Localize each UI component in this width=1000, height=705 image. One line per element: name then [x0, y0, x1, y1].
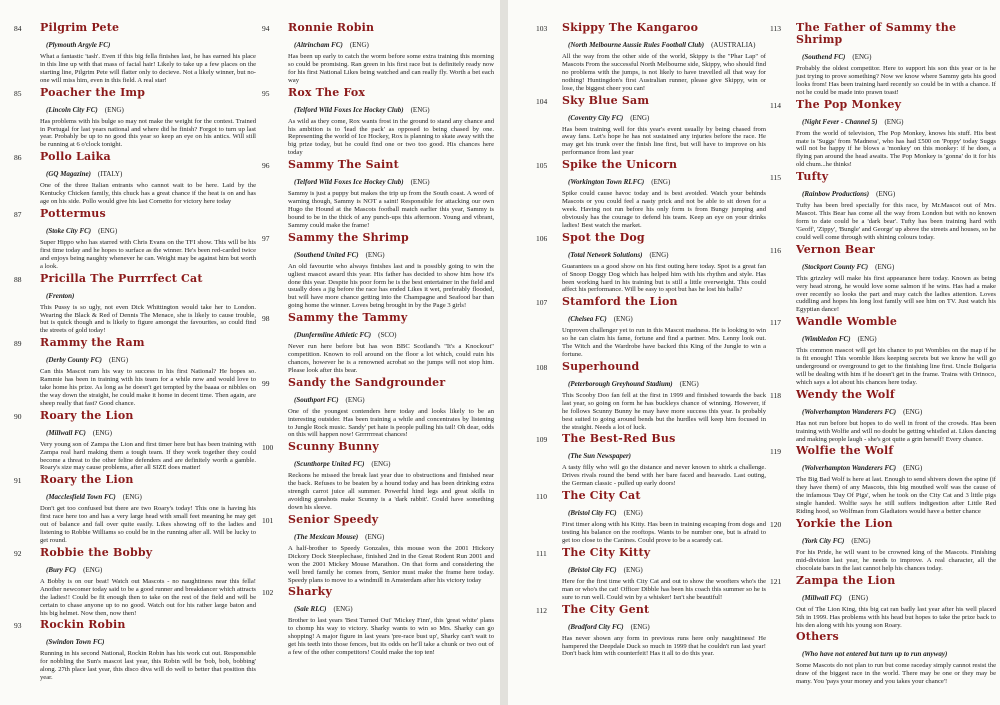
entry-number: 88 [14, 274, 22, 284]
mascot-description: Don't get too confused but there are two Roary's today! This one is having his first race here too and has a very large head with small feet meaning he may get out of balance and fall over quite easily. Likes showing off to the ladies and listening to Robbie Williams so could be in the running after all. Will be lucky to get round. [40, 505, 256, 544]
mascot-description: A Bobby is on our beat! Watch out Mascots - no naughtiness near this fella! Another newcomer today said to be a good runner and breakdancer which attracts the ladies!! Could be fit enough then to take on the rest of the field and will be certain to chase anyone up to no good. Watch out for his rather large baton and his big helmet. Now then, now then! [40, 577, 256, 617]
mascot-description: All the way from the other side of the world, Skippy is the "Phar Lap" of Mascots From the successful North Melbourne side, Skippy, who should find no problems with the jumps, is not likely to have travelled all that way for nothing! Huntingdon's first Australian runner, please give Skippy, win or lose, the biggest cheer you can! [562, 53, 766, 92]
mascot-country: (ENG) [410, 178, 430, 187]
mascot-entry [770, 518, 996, 573]
entry-number: 108 [536, 362, 548, 372]
mascot-description: An old favourite who always finishes last and is possibly going to win the ugliest mascot award this year. His father has decided to show him how it's done this year. Despite his poor form he is the best entertainer in the field and usually does a jig before the race has ended Likes it wet, preferably flooded, but will have more chance getting into the Champagne and Seafood bar than going home the winner. Loves being brought in by the Page 3 girls! [288, 262, 494, 310]
mascot-club: (Chelsea FC) [568, 315, 607, 324]
mascot-name: Skippy The Kangaroo [562, 21, 699, 34]
mascot-description: This Scooby Doo fan fell at the first in 1999 and finished towards the back last year, so going on form he has buckleys chance of winning. However, if he follows Scunny Bunny he may have more success this year. Is probably best suited to going around bends but the hurdles will keep him focused in the straight. Needs a lot of luck. [562, 391, 766, 431]
mascot-entry [536, 361, 766, 432]
mascot-country: (ENG) [371, 460, 391, 469]
mascot-description: Has problems with his bulge so may not make the weight for the contest. Trained in Portugal for last years national and where did he finish? Forgot to turn up last year. Probably be up to no good this year so keep an eye on his antics. Will still be running at 6 o'clock tonight. [40, 117, 256, 149]
mascot-name: Wendy the Wolf [796, 387, 895, 401]
entry-number: 101 [262, 515, 274, 525]
mascot-name: The City Kitty [562, 545, 651, 559]
mascot-description: Never run here before but has won BBC Scotland's "It's a Knockout" competition. Known to roll around on the floor a lot which, could ruin his chances, however he is a renowned acrobat so the jumps will not stop him. Please look after this bear. [288, 343, 494, 374]
mascot-name: Roary the Lion [40, 473, 134, 487]
mascot-entry [536, 232, 766, 295]
mascot-club: (Bristol City FC) [568, 509, 617, 518]
mascot-club: (Lincoln City FC) [46, 105, 98, 114]
entry-number: 113 [770, 24, 781, 33]
mascot-name: The City Gent [562, 602, 650, 616]
mascot-club: (Telford Wild Foxes Ice Hockey Club) [294, 178, 404, 187]
mascot-description: Has been up early to catch the worm before some extra training this morning so could be promising. Ran green in his first race but is definitely ready now for his first National Likes being watched and can really fly. Worth a bet each way [288, 53, 494, 84]
entry-number: 91 [14, 476, 22, 486]
mascot-name: Sky Blue Sam [562, 93, 650, 107]
mascot-country: (ENG) [365, 532, 385, 541]
mascot-description: This grizzley will make his first appearance here today. Known as being very head strong, he would love some salmon if he wins. Has had a make over recently so looks the part and may catch the ladies attention. Loves cuddling and hopes his long lost family will see him on TV. Just watch his Egyptian dance! [796, 274, 996, 314]
mascot-description: Probably the oldest competitor. Here to support his son this year or is he just trying to prove something? Now we know where Sammy gets his good looks from! Has been training hard recently so could be in with a chance. If not he could be made into prawn toast! [796, 65, 996, 96]
mascot-country: (ENG) [98, 226, 118, 235]
mascot-country: (ENG) [345, 395, 365, 404]
mascot-club: (The Mexican Mouse) [294, 532, 359, 541]
mascot-entry [262, 87, 494, 158]
entry-number: 112 [536, 605, 547, 615]
mascot-country: (ENG) [623, 565, 643, 574]
mascot-entry [14, 337, 256, 408]
mascot-name: The City Cat [562, 489, 641, 503]
mascot-description: This Pussy is so ugly, not even Dick Whittington would take her to London. Wearing the Black & Red of Dennis The Menace, she is likely to cause trouble, but is quick though and is likely to figure amongst the favourites, so could find the streets of gold today! [40, 303, 256, 335]
entry-number: 84 [14, 24, 22, 33]
mascot-club: (Millwall FC) [46, 428, 86, 437]
mascot-name: The Best-Red Bus [562, 432, 676, 446]
mascot-club: (Wolverhampton Wanderers FC) [802, 464, 897, 473]
mascot-entry [262, 312, 494, 375]
mascot-description: A half-brother to Speedy Gonzales, this mouse won the 2001 Hickory Dickory Dock Steeplechase, finished 2nd in the Great Rodent Run 2001 and won the 2001 Mickey Mouse Marathon. On that form and considering the well bred family he comes from, Senior must make the frame here today. Speedy plans to move to a windmill in Amsterdam after his victory today [288, 544, 494, 584]
mascot-description: Brother to last years 'Best Turned Out' 'Mickey Finn', this 'great white' plans to chomp his way to victory. Sharky wants to win so Mrs. Sharky can go shopping! A major figure in last years 'pre-race bust up', Sharky can't wait to get his teeth into those fences, but its odds on he'll take a chunk or two out of a few of the other competitors! Could make the top ten! [288, 617, 494, 657]
mascot-country: (ENG) [109, 356, 129, 365]
mascot-name: Rammy the Ram [40, 336, 145, 350]
mascot-description: Has never shown any form in previous runs here only naughtiness! He hampered the Deepdale Duck so much in 1999 that he couldn't run last year! Don't back him with counterfeit! Has it all to do this year. [562, 634, 766, 658]
mascot-description: Very young son of Zampa the Lion and first timer here but has been training with Zampa real hard making them a tough team. If they work together they could become a threat to the other feline defenders and are definitely worth a gamble. Roary's size may cause problems, after all SIZE does matter! [40, 440, 256, 472]
mascot-name: The Pop Monkey [796, 97, 902, 111]
mascot-country: (ENG) [630, 113, 650, 122]
mascot-country: (ENG) [410, 105, 430, 114]
mascot-entry [770, 99, 996, 170]
right-page [508, 0, 1000, 705]
mascot-club: (Peterborough Greyhound Stadium) [568, 379, 673, 388]
mascot-entry [14, 410, 256, 473]
mascot-name: Superhound [562, 359, 640, 373]
entry-number: 95 [262, 88, 270, 98]
mascot-name: Sharky [288, 585, 333, 599]
mascot-entry [14, 151, 256, 206]
mascot-description: Unproven challenger yet to run in this Mascot madness. He is looking to win so he can claim his fame, fortune and find a partner. Mrs. Lenny look out. The Witch and the Wardrobe have backed this King of the Jungle to win a fortune. [562, 327, 766, 359]
mascot-club: (Altrincham FC) [294, 41, 343, 49]
mascot-description: Some Mascots do not plan to run but come raceday simply cannot resist the draw of the biggest race in the world. There may be one or they may be many. You 'pays your money and you takes your chance'! [796, 662, 996, 686]
entry-number: 106 [536, 233, 548, 243]
mascot-entry [14, 87, 256, 150]
mascot-entry [536, 22, 766, 93]
mascot-club: (Derby County FC) [46, 356, 102, 365]
mascot-country: (ENG) [848, 593, 868, 602]
entry-number: 109 [536, 435, 548, 445]
mascot-entry [536, 490, 766, 545]
mascot-name: Wandle Womble [796, 315, 898, 329]
mascot-entry [770, 575, 996, 630]
mascot-entry [770, 244, 996, 315]
mascot-entry [262, 586, 494, 657]
mascot-country: (ENG) [104, 105, 124, 114]
mascot-country: (ENG) [903, 407, 923, 416]
entry-number: 92 [14, 548, 22, 558]
entry-number: 99 [262, 378, 270, 388]
mascot-club: (Stoke City FC) [46, 226, 92, 235]
mascot-description: For his Pride, he will want to be crowned king of the Mascots. Finishing mid-division last year, he needs to improve. A real character, all the chocolate bars in the last cannot help his chances today. [796, 549, 996, 572]
mascot-description: Can this Mascot ram his way to success in his first National? He hopes so. Rammie has been in training with his team for a while now and would love to take home his prize. As long as he doesn't get tempted by the baaaa or nibbles on the way down the straight, he could make it home in decent time. Then again, are sheep really that fast? Good chance. [40, 368, 256, 407]
mascot-club: (The Sun Newspaper) [568, 452, 632, 461]
mascot-country: (ENG) [903, 464, 923, 473]
entry-number: 102 [262, 588, 274, 598]
mascot-name: Zampa the Lion [796, 573, 896, 587]
mascot-name: Stamford the Lion [562, 295, 678, 309]
mascot-name: Spike the Unicorn [562, 158, 678, 172]
mascot-country: (ENG) [623, 509, 643, 518]
entry-number: 98 [262, 314, 270, 324]
mascot-name: Sammy the Shrimp [288, 230, 409, 244]
entry-number: 115 [770, 173, 781, 183]
mascot-entry [262, 22, 494, 85]
mascot-club: (Swindon Town FC) [46, 638, 105, 647]
mascot-club: (Workington Town RLFC) [568, 178, 645, 187]
mascot-club: (Southport FC) [294, 395, 339, 404]
mascot-name: Vernon Bear [796, 242, 875, 256]
mascot-description: From the world of television, The Pop Monkey, knows his stuff. His best mate is 'Suggs' from 'Madness', who has had £500 on 'Poppy' today Suggs will not be happy if he blows a 'monkey' on this monkey: if he does, a flying pan around the head awaits. The Pop Monkey is 'gonna' do it for his old chum...he thinks! [796, 129, 996, 169]
mascot-entry [262, 377, 494, 440]
entry-number: 97 [262, 233, 270, 243]
mascot-description: Super Hippo who has starred with Chris Evans on the TFI show. This will be his first time today and he hopes to surface as the winner. He's been red-carded twice and enjoys being naughty whenever he can. Weight may be against him but worth a look. [40, 238, 256, 270]
mascot-entry [536, 159, 766, 230]
mascot-country: (ENG) [630, 622, 650, 631]
mascot-entry [770, 171, 996, 242]
mascot-description: Sammy is just a puppy but makes the trip up from the South coast. A word of warning though, Sammy is NOT a saint! Responsible for attacking our own Hugo the Hound at the Mascots football match earlier this year, Sammy is bound to be in the thick of any punch-ups this afternoon. Young and vibrant, Sammy could make the frame! [288, 190, 494, 229]
mascot-club: (Sale RLC) [294, 605, 327, 614]
mascot-club: (Millwall FC) [802, 593, 842, 602]
mascot-name: Pilgrim Pete [40, 21, 120, 34]
mascot-club: (Macclesfield Town FC) [46, 493, 116, 502]
column-4 [770, 22, 996, 688]
mascot-club: (Wimbledon FC) [802, 335, 851, 344]
mascot-description: Has not run before but hopes to do well in front of the crowds. Has been training with Wolfie and will no doubt be getting whistled at. Likes dancing and making people laugh - she's got quite a grin herself! Every chance. [796, 419, 996, 443]
entry-number: 89 [14, 339, 22, 349]
entry-number: 119 [770, 447, 781, 457]
mascot-entry [262, 232, 494, 310]
mascot-entry [14, 273, 256, 336]
mascot-country: (ITALY) [97, 170, 123, 179]
mascot-name: Sandy the Sandgrounder [288, 375, 446, 389]
mascot-name: Others [796, 630, 839, 644]
mascot-club: (GQ Magazine) [46, 170, 91, 179]
mascot-description: Out of The Lion King, this big cat ran badly last year after his well placed 5th in 1999. Has problems with his head but hopes to take the prize back to his den along with his young son Roary. [796, 605, 996, 629]
mascot-club: (Who have not entered but turn up to run anyway) [802, 650, 948, 659]
mascot-country: (ENG) [875, 262, 895, 271]
mascot-club: (Wolverhampton Wanderers FC) [802, 407, 897, 416]
entry-number: 86 [14, 153, 22, 163]
mascot-name: Spot the Dog [562, 230, 645, 244]
entry-number: 110 [536, 492, 547, 502]
mascot-club: (Telford Wild Foxes Ice Hockey Club) [294, 105, 404, 114]
entry-number: 103 [536, 24, 548, 33]
entry-number: 120 [770, 520, 782, 529]
mascot-name: Pricilla The Purrrfect Cat [40, 271, 203, 285]
mascot-entry [770, 22, 996, 97]
column-3 [536, 22, 766, 660]
mascot-club: (Frenton) [46, 291, 75, 300]
mascot-club: (Dunfermline Athletic FC) [294, 331, 372, 340]
mascot-description: Tufty has been bred specially for this race, by Mr.Mascot out of Mrs. Mascot. This Bear has come all the way from London but with no known form to date could be a 'dark bear'. Tufty has been training hard with 'Geoff', 'Zippy', 'Bungle' and George' up above the streets and houses, so he could well come through with shining colours today. [796, 202, 996, 241]
mascot-name: Pollo Laika [40, 150, 111, 164]
mascot-description: Spike could cause havoc today and is best avoided. Watch your behinds Mascots or you could feel a nasty prick and not be able to sit down for a week. Having not run before his only form is from Bungy jumping and obviously has the courage to defend his team. Keep an eye on your drinks ladies! Best watch the market. [562, 190, 766, 229]
mascot-description: First timer along with his Kitty. Has been in training escaping from dogs and testing his balance on the rooftops. Wants to be number one, but is afraid to get too close to the Canines. Could prove to be a scaredy cat. [562, 521, 766, 544]
mascot-entry [14, 208, 256, 271]
entry-number: 87 [14, 209, 22, 219]
column-1 [14, 22, 256, 684]
mascot-entry [14, 474, 256, 545]
page-gutter [500, 0, 508, 705]
mascot-club: (Coventry City FC) [568, 113, 624, 122]
entry-number: 107 [536, 298, 548, 308]
mascot-entry [536, 547, 766, 602]
mascot-country: (ENG) [679, 379, 699, 388]
column-2 [262, 22, 494, 659]
mascot-description: Running in his second National, Rockin Robin has his work cut out. Responsible for nobbling the Sun's mascot last year, this Robin will be 'bob, bob, bobbing' along. 27th place last year, this disco diva will do well to better that position this year. [40, 650, 256, 682]
mascot-description: Guarantees us a good show on his first outing here today. Spot is a great fan of Snoop Doggy Dog which has helped him with his rhythm and style. Has been working hard in his training but is still a little overweight. This could affect his performance. Will be easy to spot but has he lost his balls? [562, 262, 766, 294]
mascot-country: (ENG) [852, 53, 872, 61]
mascot-name: Roary the Lion [40, 408, 134, 422]
mascot-club: (Total Network Solutions) [568, 250, 643, 259]
mascot-description: Reckons he missed the break last year due to obstructions and finished near the back. Refuses to be beaten by a hound today and has been drinking extra strength carrot juice all summer. Powerful hind legs and great skills in avoiding gunshots make Scunny is a 'dark rabbit'. Could have something down his sleeve. [288, 472, 494, 511]
mascot-country: (ENG) [649, 250, 669, 259]
entry-number: 116 [770, 245, 781, 255]
entry-number: 118 [770, 390, 781, 400]
mascot-name: Ronnie Robin [288, 21, 375, 34]
mascot-country: (ENG) [651, 178, 671, 187]
mascot-club: (Bury FC) [46, 565, 77, 574]
mascot-name: Sammy the Tammy [288, 311, 408, 325]
mascot-club: (Night Fever - Channel 5) [802, 117, 878, 126]
mascot-entry [536, 296, 766, 359]
mascot-country: (ENG) [83, 565, 103, 574]
entry-number: 96 [262, 161, 270, 171]
mascot-description: One of the three Italian entrants who cannot wait to be here. Laid by the Kentucky Chicken family, this chuck has a great chance if the heat is on and has age on his side. Pollo would give his last Cornetto for victory here today [40, 182, 256, 206]
mascot-name: Senior Speedy [288, 512, 379, 526]
mascot-name: Robbie the Bobby [40, 545, 153, 559]
mascot-description: One of the youngest contenders here today and looks likely to be an interesting outsider. Has been training a while and concentrates by listening to Jungle Rock music. Sandy' pet hate is people pulling his tail! Oh dear, odds on this will happen now! Grrrrrrreat chances! [288, 407, 494, 439]
mascot-country: (ENG) [876, 190, 896, 199]
mascot-entry [536, 433, 766, 488]
mascot-name: Poacher the Imp [40, 85, 146, 99]
mascot-entry [262, 514, 494, 585]
mascot-club: (Bristol City FC) [568, 565, 617, 574]
entry-number: 104 [536, 96, 548, 106]
mascot-name: The Father of Sammy the Shrimp [796, 21, 957, 46]
mascot-name: Rox The Fox [288, 85, 366, 99]
entry-number: 100 [262, 443, 274, 453]
entry-number: 121 [770, 576, 782, 586]
entry-number: 117 [770, 318, 781, 328]
mascot-country: (AUSTRALIA) [711, 41, 756, 49]
mascot-entry [14, 619, 256, 682]
mascot-name: Sammy The Saint [288, 158, 399, 172]
mascot-entry [536, 604, 766, 659]
mascot-name: Pottermus [40, 206, 106, 220]
mascot-name: Rockin Robin [40, 618, 126, 632]
mascot-name: Yorkie the Lion [796, 517, 893, 530]
mascot-club: (Southend United FC) [294, 250, 359, 259]
mascot-entry [262, 441, 494, 512]
mascot-name: Scunny Bunny [288, 440, 379, 454]
mascot-country: (ENG) [92, 428, 112, 437]
mascot-country: (ENG) [349, 41, 369, 49]
mascot-country: (ENG) [857, 335, 877, 344]
mascot-club: (Scunthorpe United FC) [294, 460, 365, 469]
entry-number: 85 [14, 88, 22, 98]
mascot-entry [14, 547, 256, 618]
mascot-club: (North Melbourne Aussie Rules Football Club) [568, 41, 705, 49]
mascot-club: (Southend FC) [802, 53, 846, 61]
mascot-entry [770, 445, 996, 516]
entry-number: 111 [536, 548, 547, 558]
mascot-country: (ENG) [333, 605, 353, 614]
mascot-description: Here for the first time with City Cat and out to show the woofters who's the man or who's the cat! Officer Dibble has been his coach this summer so he is sure to run well. Could win by a whisker! Isn't she beautiful! [562, 577, 766, 601]
mascot-club: (Plymouth Argyle FC) [46, 41, 111, 49]
mascot-country: (ENG) [851, 537, 871, 545]
mascot-entry [770, 631, 996, 686]
entry-number: 90 [14, 411, 22, 421]
mascot-name: Wolfie the Wolf [796, 444, 894, 458]
mascot-description: As wild as they come, Rox wants frost in the ground to stand any chance and his ambition is to 'lead the pack' as opposed to being chased by one. Representing the world of Ice Hockey, Rox is planning to skate away with the big prize today, but he could find one or two too good. His chances here today [288, 117, 494, 157]
mascot-description: Has been training well for this year's event usually by being chased from away fans. Let's hope he has not sustained any injuries before the race. He may get his trunk over the finish line first, but will have to improve on his performance from last year [562, 125, 766, 157]
entry-number: 105 [536, 161, 548, 171]
mascot-entry [14, 22, 256, 85]
mascot-name: Tufty [796, 170, 829, 184]
mascot-country: (SCO) [378, 331, 397, 340]
mascot-club: (Bradford City FC) [568, 622, 624, 631]
mascot-description: What a fantastic 'tash'. Even if this big fella finishes last, he has earned his place in this line up with that mass of facial hair! Likely to take up a few places on the starting line, Pilgrim Pete will flatter only to decieve. Not a likely winner, but no-one will miss him, even in this field. A real star! [40, 53, 256, 84]
mascot-club: (Stockport County FC) [802, 262, 869, 271]
mascot-country: (ENG) [122, 493, 142, 502]
mascot-description: This common mascot will get his chance to put Wombles on the map if he is fit enough! This womble likes keeping secrets but we know he will go underground or overground to get to the finishing line first. Uncle Bulgaria will be dealing with him if he doesn't get in the frame. Trains with Orinoco, which says a lot about his chances here today. [796, 347, 996, 386]
mascot-entry [770, 316, 996, 387]
mascot-country: (ENG) [613, 315, 633, 324]
mascot-entry [770, 389, 996, 444]
mascot-country: (ENG) [884, 117, 904, 126]
entry-number: 114 [770, 100, 781, 110]
mascot-club: (Rainbow Productions) [802, 190, 870, 199]
entry-number: 94 [262, 24, 270, 33]
mascot-entry [536, 95, 766, 158]
entry-number: 93 [14, 621, 22, 631]
mascot-club: (York City FC) [802, 537, 845, 545]
mascot-country: (ENG) [365, 250, 385, 259]
mascot-entry [262, 159, 494, 230]
mascot-description: The Big Bad Wolf is here at last. Enough to send shivers down the spine (if they have them) of any Mascots, this big mouthed wolf was the cause of the infamous 'Day Of Pigs', when he took on the City Cat and 3 little pigs single handed. Wolfie says he still suffers indigestion after Little Red Riding hood, so Wolfman from Gladiators would have a better chance [796, 476, 996, 516]
mascot-description: A tasty filly who will go the distance and never known to shirk a challenge. Drives rivals round the bend with her bare faced and heavado. Last outing, the German classic - pulled up early doors! [562, 464, 766, 488]
